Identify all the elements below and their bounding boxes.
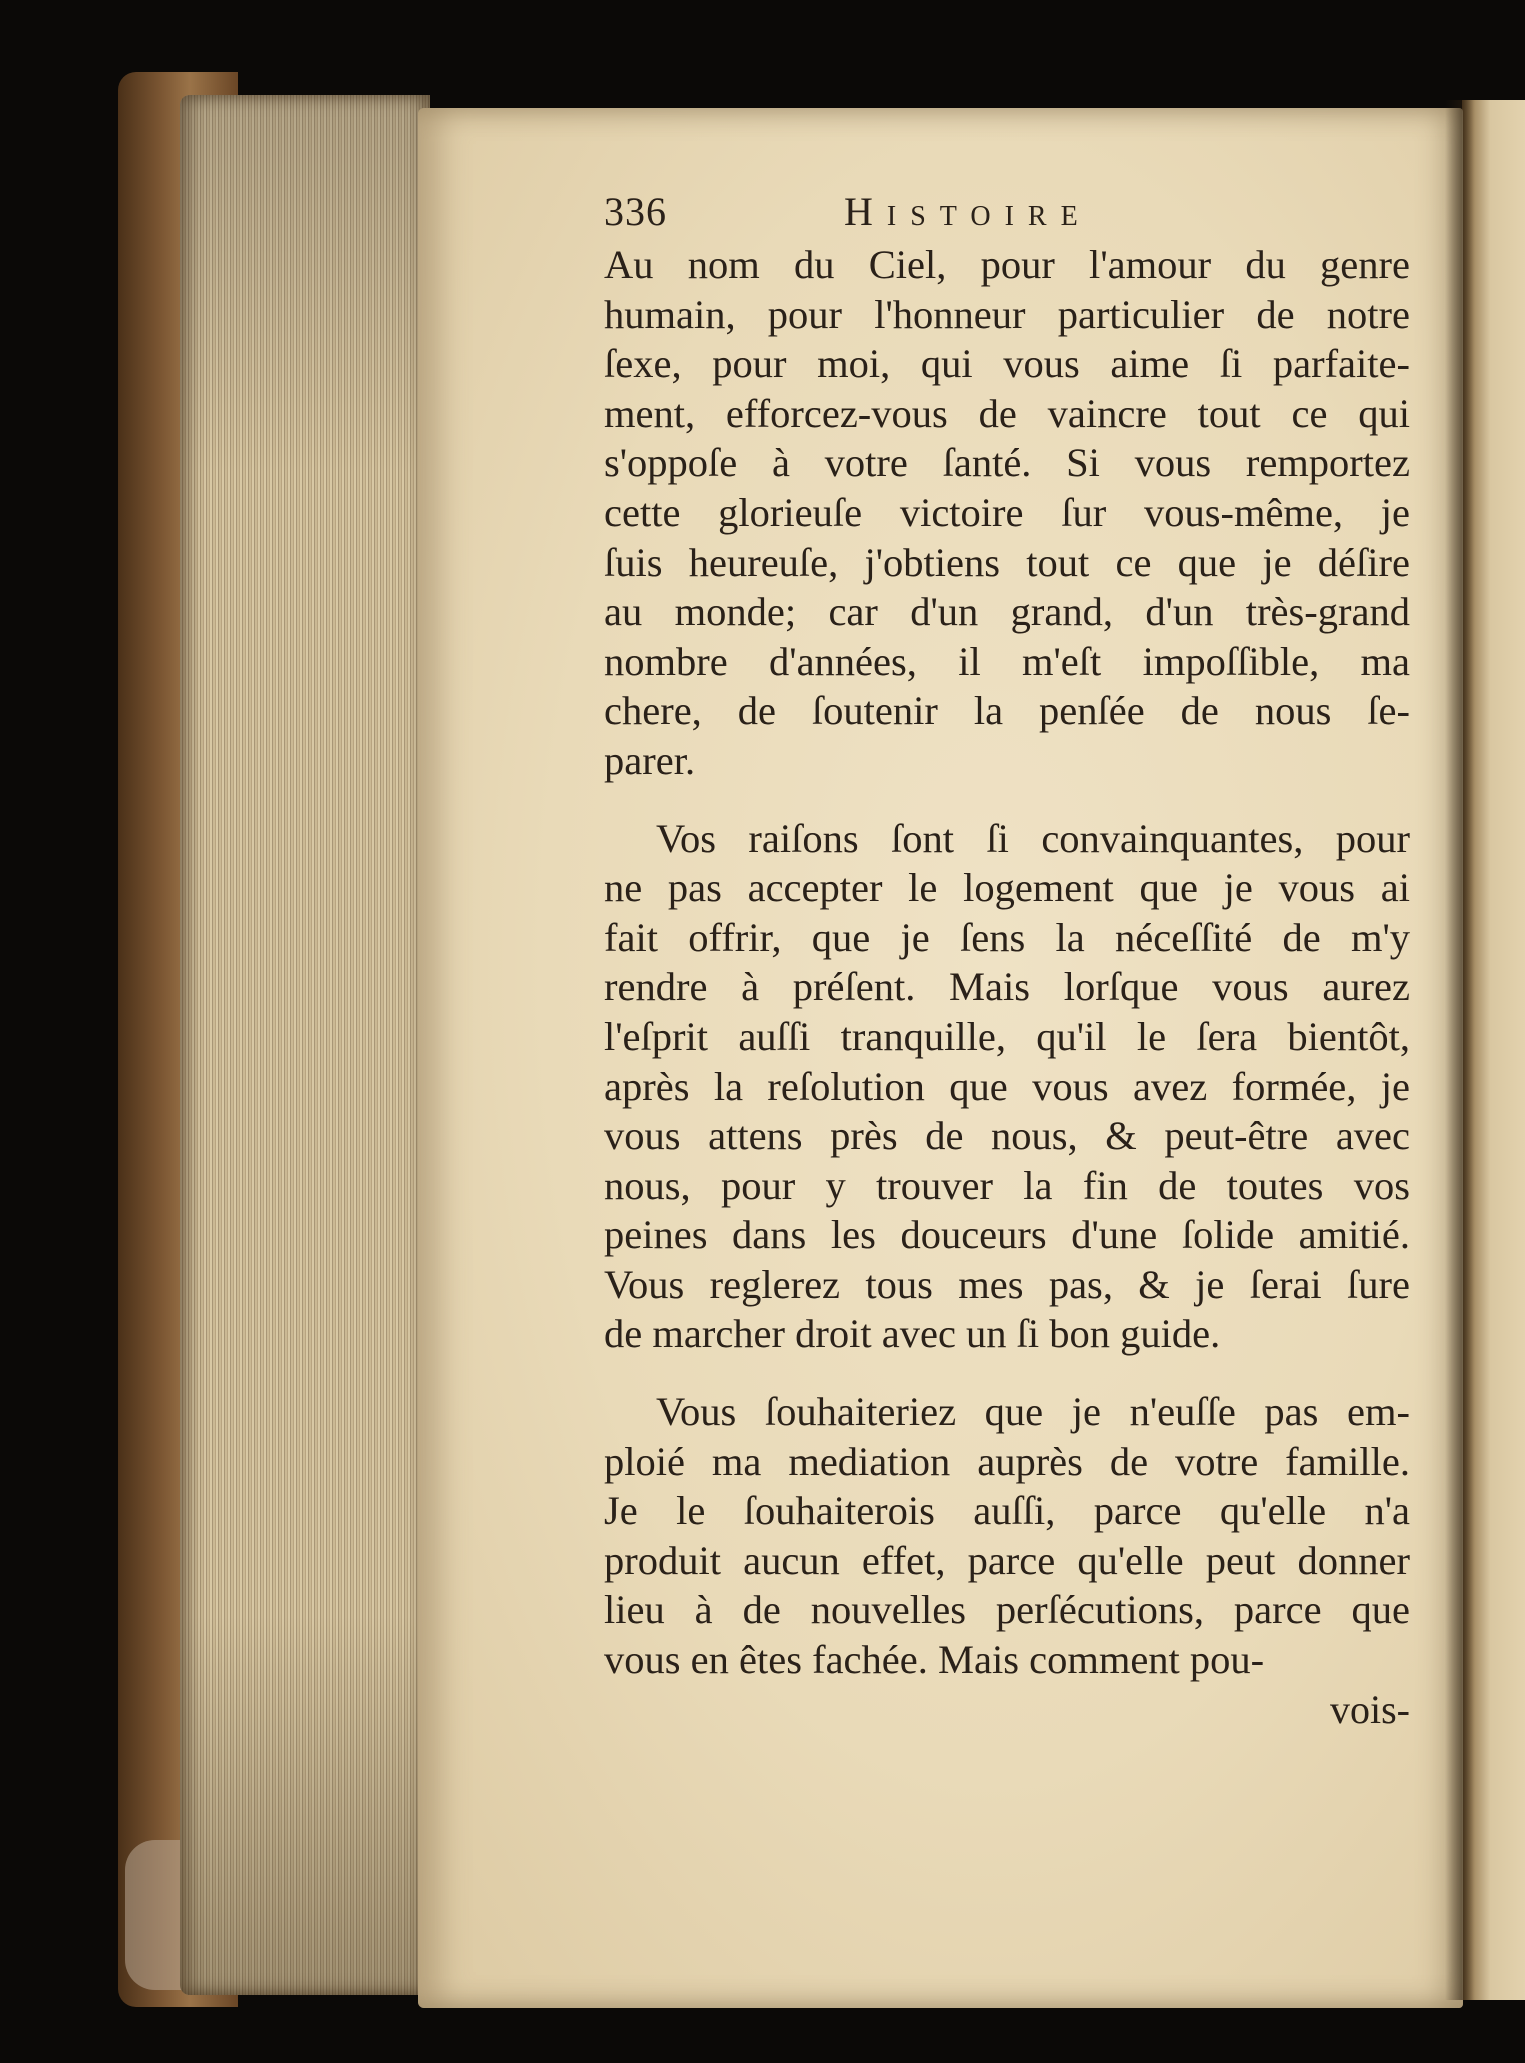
- text-line: lieu à de nouvelles perſécutions, parce que: [604, 1587, 1410, 1633]
- text-line: vous attens près de nous, & peut-être avec: [604, 1113, 1410, 1159]
- text-line: Au nom du Ciel, pour l'amour du genre: [604, 242, 1410, 287]
- page-text: [604, 180, 1410, 1733]
- page-edges-shade: [180, 95, 430, 1995]
- text-line: nous, pour y trouver la fin de toutes vos: [604, 1162, 1410, 1208]
- text-line: Je le ſouhaiterois auſſi, parce qu'elle n'a: [604, 1488, 1410, 1534]
- text-line: humain, pour l'honneur particulier de notre: [604, 291, 1410, 337]
- text-line: peines dans les douceurs d'une ſolide amitié.: [604, 1212, 1410, 1258]
- text-line: ſexe, pour moi, qui vous aime ſi parfaite-: [604, 341, 1410, 387]
- body-text: [604, 240, 1410, 1685]
- paragraph: [604, 814, 1410, 1360]
- text-line: ſuis heureuſe, j'obtiens tout ce que je déſire: [604, 539, 1410, 585]
- text-line: ploié ma mediation auprès de votre famille.: [604, 1438, 1410, 1484]
- text-line: ment, efforcez-vous de vaincre tout ce qui: [604, 390, 1410, 436]
- page-number: 336: [604, 189, 667, 234]
- paragraph-gap: [604, 1359, 1410, 1387]
- text-line: après la reſolution que vous avez formée, je: [604, 1063, 1410, 1109]
- text-line: vous en êtes fachée. Mais comment pou-: [604, 1637, 1265, 1683]
- text-line: Vous reglerez tous mes pas, & je ſerai ſure: [604, 1261, 1410, 1307]
- text-line: cette glorieuſe victoire ſur vous-même, je: [604, 489, 1410, 535]
- text-line: de marcher droit avec un ſi bon guide.: [604, 1311, 1221, 1357]
- text-line: rendre à préſent. Mais lorſque vous aurez: [604, 964, 1410, 1010]
- paragraph: [604, 240, 1410, 786]
- text-line: nombre d'années, il m'eſt impoſſible, ma: [604, 638, 1410, 684]
- text-line: Vous ſouhaiteriez que je n'euſſe pas em-: [656, 1389, 1410, 1435]
- text-line: fait offrir, que je ſens la néceſſité de m'y: [604, 914, 1410, 960]
- page-header: [604, 180, 1410, 240]
- text-line: Vos raiſons ſont ſi convainquantes, pour: [656, 815, 1410, 861]
- paragraph: [604, 1387, 1410, 1685]
- gutter-shadow: [1445, 100, 1475, 2000]
- paragraph-gap: [604, 786, 1410, 814]
- text-line: s'oppoſe à votre ſanté. Si vous remportez: [604, 440, 1410, 486]
- catchword: vois-: [1330, 1686, 1410, 1732]
- text-line: produit aucun effet, parce qu'elle peut donner: [604, 1537, 1410, 1583]
- text-line: au monde; car d'un grand, d'un très-grand: [604, 589, 1410, 635]
- text-line: l'eſprit auſſi tranquille, qu'il le ſera bientôt,: [604, 1013, 1410, 1059]
- running-title: Histoire: [844, 189, 1092, 234]
- text-line: ne pas accepter le logement que je vous ai: [604, 865, 1410, 911]
- text-line: parer.: [604, 737, 696, 783]
- text-line: chere, de ſoutenir la penſée de nous ſe-: [604, 688, 1410, 734]
